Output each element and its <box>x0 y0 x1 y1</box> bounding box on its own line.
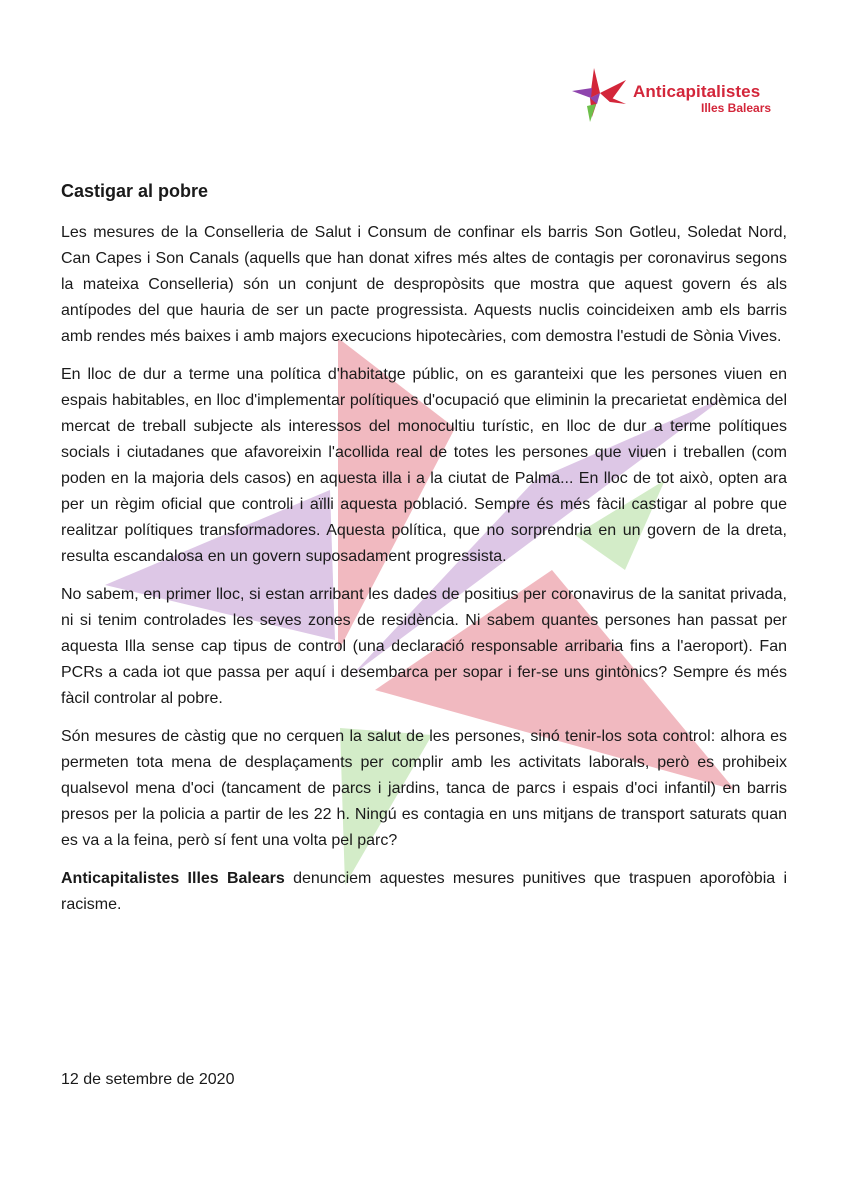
logo-subname: Illes Balears <box>701 101 772 115</box>
paragraph-2: En lloc de dur a terme una política d'habitatge públic, on es garanteixi que les persones viuen en espais habitables, en lloc d'implementar polítiques d'ocupació que eliminin la precarietat endèmica del mercat de treball subjecte als interessos del monocultiu turístic, en lloc de dur a terme polítiques socials i ciutadanes que afavoreixin l'acollida real de totes les persones que viuen i treballen (com poden en la majoria dels casos) en aquesta illa i a la ciutat de Palma... En lloc de tot això, opten ara per un règim oficial que controli i aïlli aquesta població. Sempre és més fàcil castigar al pobre que realitzar polítiques transformadores. Aquesta política, que no sorprendria en un govern de la dreta, resulta escandalosa en un govern suposadament progressista. <box>61 366 787 565</box>
star-logo-icon <box>570 68 628 124</box>
document-title: Castigar al pobre <box>61 181 209 201</box>
signature-name: Anticapitalistes Illes Balears <box>61 870 285 887</box>
organization-logo <box>570 68 800 128</box>
paragraph-3: No sabem, en primer lloc, si estan arribant les dades de positius per coronavirus de la sanitat privada, ni si tenim controlades les seves zones de residència. Ni sabem quantes persones han passat per aquesta Illa sense cap tipus de control (una declaració responsable arribaria fins a l'aeroport). Fan PCRs a cada iot que passa per aquí i desembarca per sopar i fer-se uns gintònics? Sempre és més fàcil controlar al pobre. <box>61 586 787 707</box>
closing-paragraph <box>61 866 787 918</box>
logo-name: Anticapitalistes <box>633 82 761 101</box>
paragraph-4: Són mesures de càstig que no cerquen la salut de les persones, sinó tenir-los sota control: alhora es permeten tota mena de desplaçaments per complir amb les activitats laborals, però es prohibeix qualsevol mena d'oci (tancament de parcs i jardins, tanca de parcs i espais d'oci infantil) en barris presos per la policia a partir de les 22 h. Ningú es contagia en uns mitjans de transport saturats quan es va a la feina, però sí fent una volta pel parc? <box>61 728 787 849</box>
closing-text: denunciem aquestes mesures punitives que traspuen aporofòbia i racisme. <box>61 870 788 913</box>
document-body <box>61 178 787 930</box>
document-date: 12 de setembre de 2020 <box>61 1071 235 1088</box>
paragraph-1: Les mesures de la Conselleria de Salut i Consum de confinar els barris Son Gotleu, Soledat Nord, Can Capes i Son Canals (aquells que han donat xifres més altes de contagis per coronavirus segons la mateixa Conselleria) són un conjunt de despropòsits que mostra que aquest govern és als antípodes del que hauria de ser un pacte progressista. Aquests nuclis coincideixen amb els barris amb rendes més baixes i amb majors execucions hipotecàries, com demostra l'estudi de Sònia Vives. <box>61 224 787 345</box>
